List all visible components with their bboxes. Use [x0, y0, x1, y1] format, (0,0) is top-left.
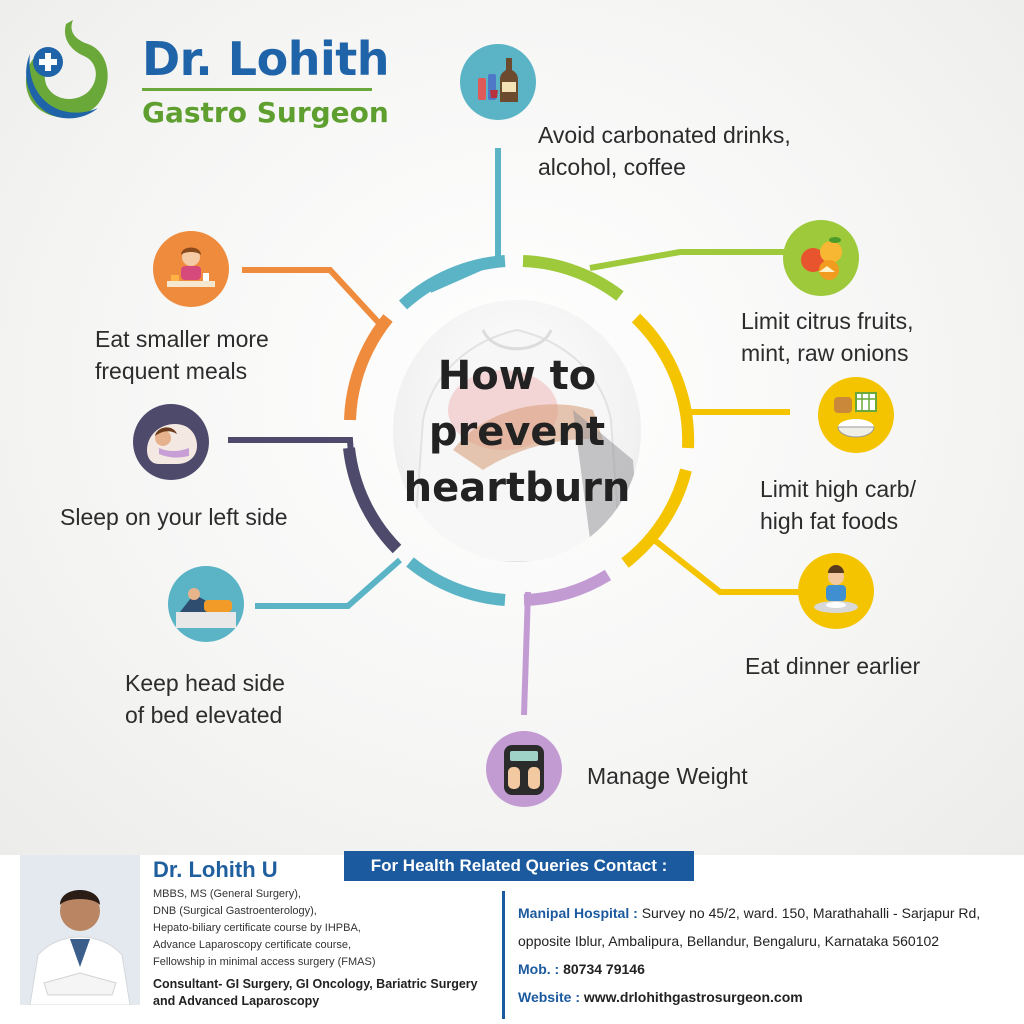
- connector-dinner: [648, 535, 800, 592]
- website-line: [518, 983, 980, 1011]
- role-line: Consultant- GI Surgery, GI Oncology, Bariatric Surgery: [153, 977, 478, 991]
- hospital-line-1: [518, 899, 980, 927]
- mobile-line: [518, 955, 980, 983]
- tip-label-meals: [95, 323, 269, 387]
- brand-name: Dr. Lohith: [142, 32, 389, 86]
- tip-label-sleep: [60, 501, 288, 533]
- tip-label-line: Keep head side: [125, 670, 285, 696]
- tip-label-drinks: [538, 119, 791, 183]
- contact-divider: [502, 891, 505, 1019]
- mobile-number[interactable]: 80734 79146: [563, 961, 645, 977]
- tip-label-line: Manage Weight: [587, 763, 748, 789]
- tip-label-line: Sleep on your left side: [60, 504, 288, 530]
- elevated-bed-icon: [168, 566, 244, 642]
- qualification-line: Fellowship in minimal access surgery (FMAS): [153, 956, 376, 968]
- tip-label-line: Avoid carbonated drinks,: [538, 122, 791, 148]
- hospital-label: Manipal Hospital :: [518, 905, 638, 921]
- contact-heading: For Health Related Queries Contact :: [344, 851, 694, 881]
- citrus-fruits-icon: [783, 220, 859, 296]
- brand-subtitle: Gastro Surgeon: [142, 96, 389, 129]
- qualification-line: MBBS, MS (General Surgery),: [153, 888, 301, 900]
- hospital-address-2: opposite Iblur, Ambalipura, Bellandur, Bengaluru, Karnataka 560102: [518, 933, 940, 949]
- doctor-name: Dr. Lohith U: [153, 857, 278, 882]
- doctor-photo: [20, 855, 140, 1005]
- role-line: and Advanced Laparoscopy: [153, 994, 320, 1008]
- tip-label-line: Eat smaller more: [95, 326, 269, 352]
- doctor-role: [153, 976, 503, 1010]
- contact-details: [518, 899, 980, 1011]
- connector-bed: [255, 560, 400, 606]
- title-line-2: prevent: [428, 409, 606, 455]
- child-eating-icon: [153, 231, 229, 307]
- sleeping-person-icon: [133, 404, 209, 480]
- contact-footer: [0, 855, 1024, 1024]
- ring-arc-drinks: [403, 261, 505, 305]
- website-link[interactable]: www.drlohithgastrosurgeon.com: [583, 989, 803, 1005]
- weighing-scale-icon: [486, 731, 562, 807]
- dinner-icon: [798, 553, 874, 629]
- ring-arc-bed: [410, 562, 505, 600]
- tip-label-line: frequent meals: [95, 358, 248, 384]
- diagram-title: [393, 348, 641, 516]
- tip-label-carb: [760, 473, 916, 537]
- mobile-label: Mob. :: [518, 961, 560, 977]
- tip-label-line: high fat foods: [760, 508, 899, 534]
- tip-label-dinner: [745, 650, 920, 682]
- carb-foods-icon: [818, 377, 894, 453]
- website-label: Website :: [518, 989, 580, 1005]
- tip-label-line: Eat dinner earlier: [745, 653, 921, 679]
- qualification-line: DNB (Surgical Gastroenterology),: [153, 905, 317, 917]
- qualification-line: Hepato-biliary certificate course by IHPBA,: [153, 922, 361, 934]
- connector-weight: [524, 592, 528, 715]
- tip-label-weight: [587, 760, 748, 792]
- connector-citrus: [590, 252, 790, 268]
- drinks-icon: [460, 44, 536, 120]
- ring-arc-sleep: [349, 448, 397, 549]
- qualification-line: Advance Laparoscopy certificate course,: [153, 939, 352, 951]
- tip-label-line: Limit high carb/: [760, 476, 916, 502]
- connector-sleep: [228, 440, 352, 470]
- ring-arc-meals: [350, 318, 388, 420]
- doctor-qualifications: [153, 886, 376, 971]
- connector-meals: [242, 270, 378, 322]
- ring-arc-carb: [636, 318, 688, 448]
- tip-label-bed: [125, 667, 285, 731]
- tip-label-line: of bed elevated: [125, 702, 283, 728]
- tip-label-citrus: [741, 305, 914, 369]
- hospital-address-1: Survey no 45/2, ward. 150, Marathahalli - Sarjapur Rd,: [641, 905, 981, 921]
- title-line-3: heartburn: [403, 465, 631, 511]
- tip-label-line: Limit citrus fruits,: [741, 308, 914, 334]
- title-line-1: How to: [437, 353, 597, 399]
- tip-label-line: mint, raw onions: [741, 340, 909, 366]
- tip-label-line: alcohol, coffee: [538, 154, 686, 180]
- ring-arc-weight: [524, 575, 608, 600]
